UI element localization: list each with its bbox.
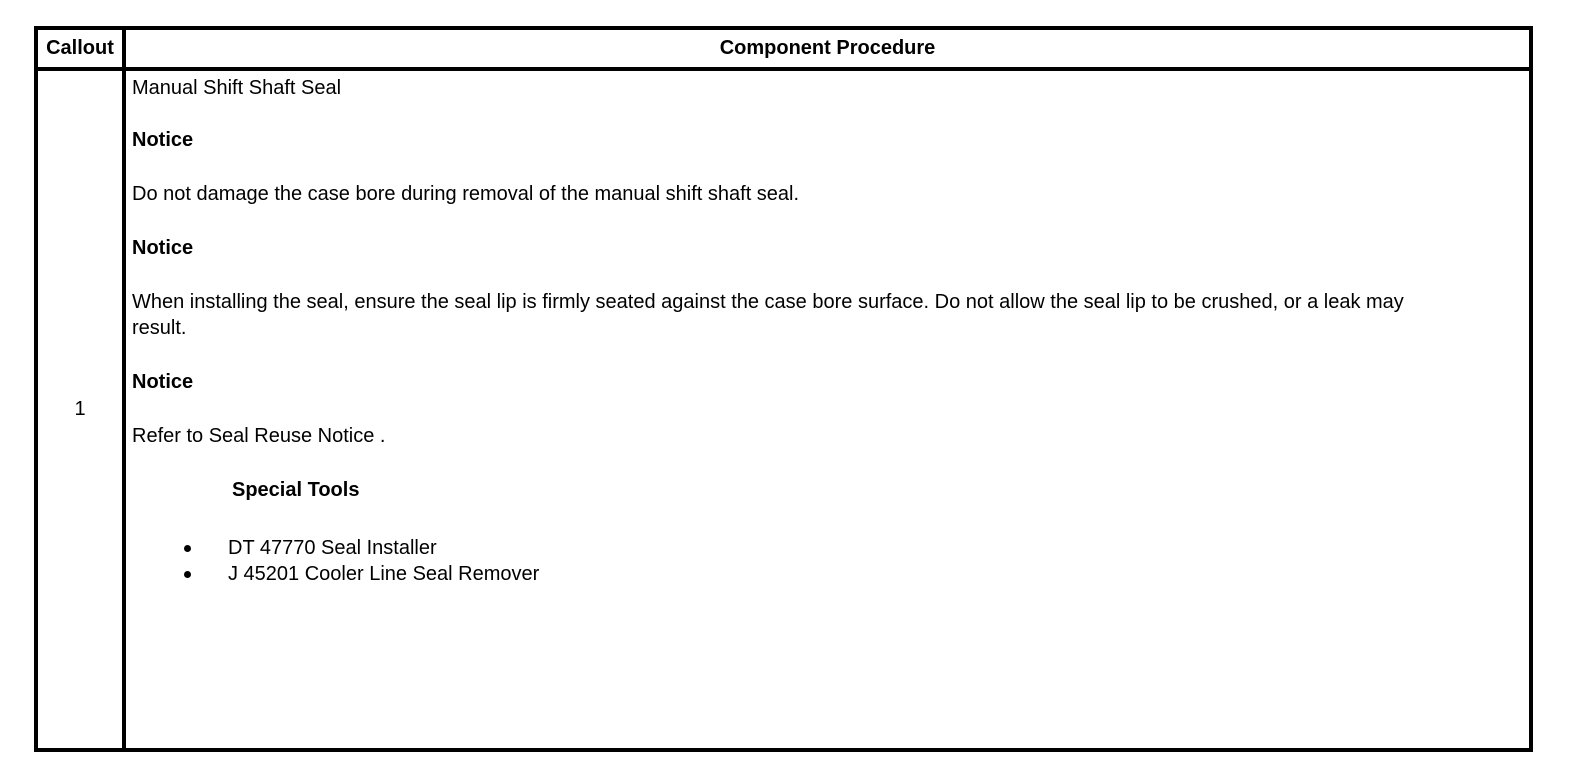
- callout-number: 1: [36, 69, 124, 750]
- notice-text: Refer to Seal Reuse Notice .: [132, 425, 386, 447]
- notice-heading: Notice: [132, 237, 194, 259]
- notice-text: Do not damage the case bore during removal of the manual shift shaft seal.: [132, 183, 800, 205]
- special-tools-list: [132, 535, 1459, 587]
- notice-text: When installing the seal, ensure the seal lip is firmly seated against the case bore surface. Do not allow the seal lip to be crushed, or a leak may result.: [132, 291, 1404, 339]
- notice-heading: Notice: [132, 129, 194, 151]
- procedure-table: [34, 26, 1533, 752]
- table-row: [36, 69, 1531, 750]
- procedure-header: Component Procedure: [124, 28, 1531, 69]
- component-title: Manual Shift Shaft Seal: [132, 77, 342, 99]
- callout-header: Callout: [36, 28, 124, 69]
- notice-heading: Notice: [132, 371, 194, 393]
- list-item: DT 47770 Seal Installer: [132, 535, 1459, 561]
- procedure-cell: [124, 69, 1531, 750]
- special-tools-heading: Special Tools: [232, 479, 360, 501]
- list-item: J 45201 Cooler Line Seal Remover: [132, 561, 1459, 587]
- header-row: [36, 28, 1531, 69]
